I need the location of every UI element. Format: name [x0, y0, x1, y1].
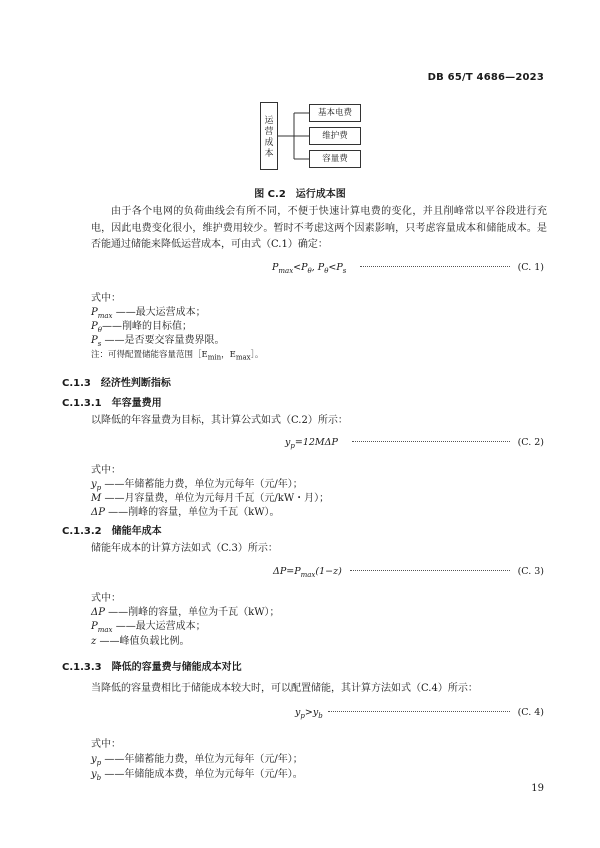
equation-number: (C. 2) [517, 437, 544, 448]
root-char: 成 [264, 138, 274, 148]
diagram-root-box [260, 102, 278, 170]
paragraph: 由于各个电网的负荷曲线会有所不同，不便于快速计算电费的变化，并且削峰常以平谷段进行充电，因此电费变化很小，维护费用较少。暂时不考虑这两个因素影响，只考虑容量成本和储能成本。是否能通过储能来降低运营成本，可由式（C.1）确定： [91, 206, 547, 250]
definition-text: ——年储蓄能力费，单位为元每年（元/年）； [104, 479, 303, 490]
section-heading [62, 374, 171, 389]
where-label: 式中： [91, 293, 121, 304]
page-number: 19 [531, 783, 544, 794]
root-char: 本 [264, 149, 274, 159]
diagram-item-maintenance: 维护费 [309, 127, 361, 145]
section-number: C.1.3.1 [62, 398, 102, 409]
root-char: 运 [264, 116, 274, 126]
definition: ΔP ——削峰的容量，单位为千瓦（kW）。 [91, 507, 280, 518]
equation-number: (C. 1) [517, 262, 544, 273]
definition: $y_p$ ——年储蓄能力费，单位为元每年（元/年）； [91, 479, 303, 492]
paragraph: 储能年成本的计算方法如式（C.3）所示： [91, 543, 278, 554]
definition: z ——峰值负载比例。 [91, 636, 190, 647]
definition-text: ——峰值负载比例。 [99, 636, 190, 647]
section-heading [62, 522, 162, 537]
equation-number: (C. 4) [517, 707, 544, 718]
equation-c3: $\Delta P=P_{max}(1-z)$ [273, 566, 342, 579]
definition-text: ——削峰的目标值； [101, 321, 192, 332]
definition: $y_b$ ——年储能成本费，单位为元每年（元/年）。 [91, 769, 303, 782]
section-title: 储能年成本 [111, 526, 162, 537]
definition: $P_\theta——$削峰的目标值； [91, 321, 192, 334]
equation-c4: $y_p>y_b$ [295, 707, 323, 720]
definition-text: ——年储能成本费，单位为元每年（元/年）。 [104, 769, 303, 780]
diagram-item-capacity: 容量费 [309, 150, 361, 168]
equation-c1: $P_{max}<P_\theta$, $P_\theta<P_s$ [272, 262, 347, 275]
document-id: DB 65/T 4686—2023 [427, 72, 544, 83]
definition: M ——月容量费，单位为元每月千瓦（元/kW・月）； [91, 493, 330, 504]
equation-number: (C. 3) [517, 566, 544, 577]
note-text: 注：可得配置储能容量范围［E [91, 350, 208, 360]
leader-dots [350, 570, 510, 571]
definition-text: ——最大运营成本； [115, 307, 206, 318]
section-number: C.1.3.2 [62, 526, 102, 537]
section-number: C.1.3.3 [62, 662, 102, 673]
definition-text: ——削峰的容量，单位为千瓦（kW）； [108, 607, 280, 618]
figure-caption: 图 C.2 运行成本图 [254, 189, 346, 200]
diagram-item-basic-fee: 基本电费 [309, 104, 361, 122]
root-char: 营 [264, 127, 274, 137]
definition-text: ——最大运营成本； [115, 621, 206, 632]
section-title: 经济性判断指标 [100, 378, 171, 389]
leader-dots [328, 711, 510, 712]
operating-cost-diagram [256, 101, 366, 173]
paragraph: 当降低的容量费相比于储能成本较大时，可以配置储能，其计算方法如式（C.4）所示： [91, 683, 478, 694]
section-title: 降低的容量费与储能成本对比 [111, 662, 242, 673]
definition-text: ——是否要交容量费界限。 [104, 335, 225, 346]
section-heading [62, 658, 242, 673]
where-label: 式中： [91, 465, 121, 476]
definition: ΔP ——削峰的容量，单位为千瓦（kW）； [91, 607, 280, 618]
equation-c2: $y_p=12M\Delta P$ [285, 437, 338, 450]
where-label: 式中： [91, 739, 121, 750]
definition-text: ——年储蓄能力费，单位为元每年（元/年）； [104, 754, 303, 765]
definition: $P_s$ ——是否要交容量费界限。 [91, 335, 225, 348]
section-title: 年容量费用 [111, 398, 162, 409]
paragraph: 以降低的年容量费为目标，其计算公式如式（C.2）所示： [91, 415, 348, 426]
definition: $P_{max}$ ——最大运营成本； [91, 307, 206, 320]
section-heading [62, 394, 162, 409]
where-label: 式中： [91, 593, 121, 604]
definition: $y_p$ ——年储蓄能力费，单位为元每年（元/年）； [91, 754, 303, 767]
definition: $P_{max}$ ——最大运营成本； [91, 621, 206, 634]
leader-dots [352, 441, 510, 442]
note: 注：可得配置储能容量范围$[E_{min}$，$E_{max}]$。 [91, 350, 264, 362]
definition-text: ——削峰的容量，单位为千瓦（kW）。 [108, 507, 280, 518]
section-number: C.1.3 [62, 378, 91, 389]
leader-dots [360, 266, 510, 267]
definition-text: ——月容量费，单位为元每月千瓦（元/kW・月）； [104, 493, 330, 504]
